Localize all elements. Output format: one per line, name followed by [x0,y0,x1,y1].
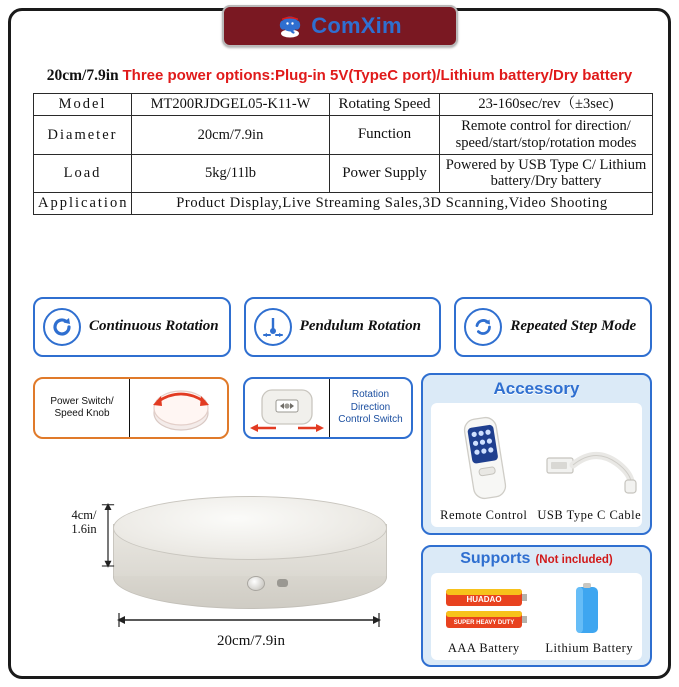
speed-knob-icon [130,380,227,436]
table-row [34,154,653,192]
supports-panel [421,545,652,667]
pendulum-rotation-icon [254,308,292,346]
svg-text:HUADAO: HUADAO [466,595,502,605]
supports-title: Supports [460,550,531,567]
usb-port [277,579,288,587]
mode-label: Repeated Step Mode [510,318,637,335]
spec-value: 20cm/7.9in [132,116,330,154]
supports-item-aaa [431,573,537,660]
headline [33,67,646,85]
callout-power-switch [33,377,229,439]
spec-value: Powered by USB Type C/ Lithium battery/Dry battery [440,154,653,192]
spec-value: Remote control for direction/ speed/start/stop/rotation modes [440,116,653,154]
spec-value: Product Display,Live Streaming Sales,3D Scanning,Video Shooting [132,192,653,214]
usb-cable-icon [541,432,637,509]
spec-key: Function [330,116,440,154]
spec-table [33,93,653,215]
height-dimension-arrow [101,503,115,573]
lithium-battery-icon [554,581,624,642]
spec-key: Power Supply [330,154,440,192]
repeated-step-icon [464,308,502,346]
supports-title-row [423,550,650,568]
brand-badge [222,5,458,47]
mode-repeated-step [454,297,652,357]
product-photo [41,451,411,666]
width-dimension-arrow [117,613,381,627]
rotation-modes [33,297,652,357]
brand-name: ComXim [311,13,402,38]
accessory-items [431,403,642,527]
width-label: 20cm/7.9in [217,633,285,649]
supports-caption: Lithium Battery [545,641,634,656]
continuous-rotation-icon [43,308,81,346]
speed-knob [247,576,265,591]
spec-key: Rotating Speed [330,94,440,116]
callout-direction-switch [243,377,413,439]
table-row [34,94,653,116]
mode-label: Pendulum Rotation [299,318,421,335]
spec-key: Model [34,94,132,116]
accessory-caption: Remote Control [440,508,528,523]
spec-value: 5kg/11lb [132,154,330,192]
spec-key: Application [34,192,132,214]
svg-text:SUPER HEAVY DUTY: SUPER HEAVY DUTY [453,620,514,627]
headline-size: 20cm/7.9in [46,67,119,84]
remote-control-icon [447,412,521,509]
spec-key: Diameter [34,116,132,154]
mode-continuous-rotation [33,297,231,357]
accessory-title: Accessory [493,379,580,398]
height-label: 4cm/ 1.6in [71,508,97,536]
spec-value: 23-160sec/rev（±3sec) [440,94,653,116]
direction-switch-icon [245,380,329,436]
elephant-logo-icon [277,13,303,39]
turntable-plate [113,496,387,560]
supports-caption: AAA Battery [447,641,520,656]
accessory-panel [421,373,652,535]
table-row [34,116,653,154]
accessory-item-cable [537,403,643,527]
table-row [34,192,653,214]
supports-item-lithium [537,573,643,660]
control-callouts [33,377,413,439]
headline-features: Three power options:Plug-in 5V(TypeC port)/Lithium battery/Dry battery [122,67,633,84]
callout-label: Power Switch/ Speed Knob [50,395,114,419]
spec-key: Load [34,154,132,192]
supports-items [431,573,642,660]
supports-note: (Not included) [535,554,613,566]
callout-label: Rotation Direction Control Switch [338,389,403,426]
mode-pendulum-rotation [244,297,442,357]
aaa-battery-icon [438,581,530,642]
accessory-caption: USB Type C Cable [537,508,642,523]
spec-value: MT200RJDGEL05-K11-W [132,94,330,116]
product-infographic-page [8,8,671,679]
mode-label: Continuous Rotation [89,318,219,335]
accessory-item-remote [431,403,537,527]
